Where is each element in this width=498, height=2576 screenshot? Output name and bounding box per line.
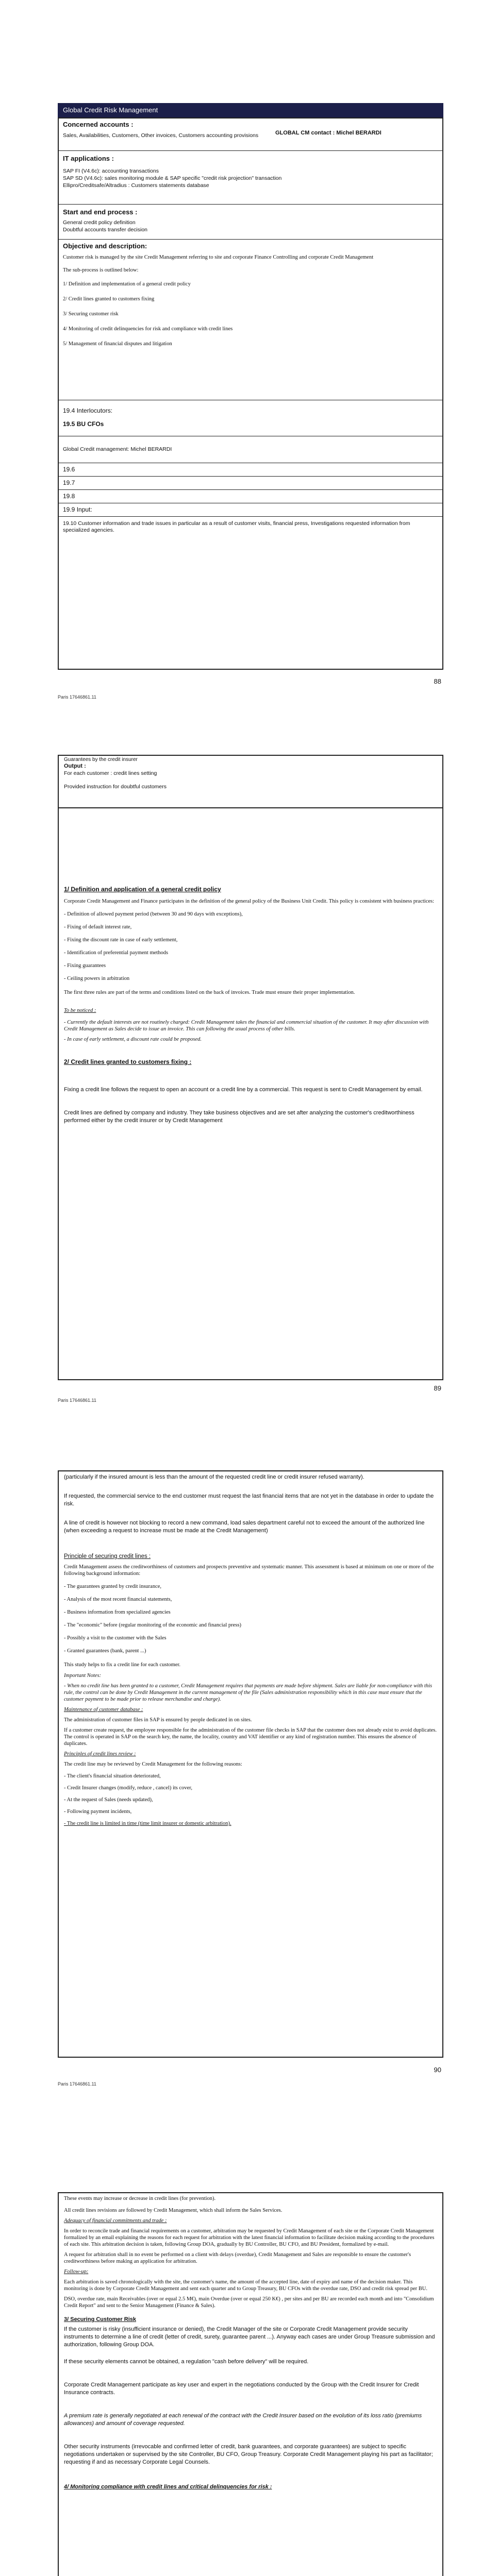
- request-text: A request for arbitration shall in no event be performed on a client with delays (overdue), Credit Management and Sales are responsible to ensure the customer's creditworthiness before making an application for arbitration.: [64, 2252, 411, 2264]
- events-line: These events may increase or decrease in credit lines (for prevention).: [64, 2196, 216, 2201]
- concerned-title: Concerned accounts :: [63, 121, 134, 128]
- global-cm-row: [59, 436, 442, 463]
- objective-title: Objective and description:: [63, 242, 147, 250]
- provided-line: Provided instruction for doubtful customers: [64, 784, 167, 790]
- noticed-item: - In case of early settlement, a discount rate could be proposed.: [64, 1037, 202, 1042]
- objective-item: 5/ Management of financial disputes and litigation: [63, 341, 172, 347]
- section-2-title: 2/ Credit lines granted to customers fixing :: [64, 1058, 192, 1065]
- securing-intro: Credit Management assess the creditworthiness of customers and prospects preventive and systematic manner. This assessment is based at minimum on one or more of the following background information:: [64, 1564, 434, 1577]
- policy-item: - Definition of allowed payment period (between 30 and 90 days with exceptions),: [64, 911, 243, 917]
- output-line: For each customer : credit lines setting: [64, 770, 157, 776]
- page-reference: Paris 17646861.11: [58, 2081, 96, 2087]
- section-1-note: The first three rules are part of the terms and conditions listed on the back of invoices. Trade must ensure their proper implementation.: [64, 990, 355, 995]
- interlocutors-row: [59, 400, 442, 436]
- objective-intro: Customer risk is managed by the site Credit Management referring to site and corporate Finance Controlling and corporate Credit Management: [63, 255, 374, 260]
- global-cm: Global Credit management: Michel BERARDI: [63, 446, 172, 452]
- noticed-item: - Currently the default interests are not routinely charged: Credit Management takes the financial and commercial situation of the customer. It may after discussion with Credit Management as Sales decide to issue an invoice. This can following the usual process of other bills.: [64, 1020, 429, 1032]
- important-text: - When no credit line has been granted to a customer, Credit Management requires that payments are made before shipment. Sales are liable for non-compliance with this rule, the control can be done by Credit Management in the current management of the file (Sales administration responsibility which in this case must ensure that the customer payment to be made prior to release merchandise and charge).: [64, 1683, 433, 1702]
- it-line: Ellipro/Creditsafe/Altradius : Customers statements database: [63, 182, 209, 189]
- it-title: IT applications :: [63, 155, 114, 162]
- corporate-text: Corporate Credit Management participate as key user and expert in the negotiations conducted by the Group with the Credit Insurer for Credit Insurance contracts.: [64, 2382, 419, 2396]
- start-line: Doubtful accounts transfer decision: [63, 227, 148, 233]
- securing-item: - The "economic" before (regular monitoring of the economic and financial press): [64, 1622, 241, 1628]
- maintenance-p2: If a customer create request, the employee responsible for the administration of the customer file checks in SAP that the customer does not already exist to avoid duplicates. The control is operated in SAP on the search key, the name, the locality, country and VAT identifier or any kind of registration number. This ensures the absence of duplicates.: [64, 1727, 437, 1747]
- adequacy-text: In order to reconcile trade and financial requirements on a customer, arbitration may be requested by Credit Management of each site or the Corporate Credit Management formalized by an email explaining the reasons for each request for arbitration with the latest financial information to facilitate decision making according to the procedures of each site. This arbitration decision is taken, following Group DOA, gradually by BU Controller, BU CFO, and BU President, formalized by e-mail.: [64, 2228, 435, 2247]
- follow-text: Each arbitration is saved chronologically with the site, the customer's name, the amount of the accepted line, date of expiry and name of the decision maker. This monitoring is done by Corporate Credit Management and sent each quarter and to Group Treasury, BU CFOs with the overdue rate, DSO and credit risk spread per BU.: [64, 2279, 427, 2292]
- study-line: This study helps to fix a credit line for each customer.: [64, 1662, 180, 1668]
- start-title: Start and end process :: [63, 208, 138, 216]
- follow-title: Follow-up:: [64, 2269, 89, 2275]
- row-19-6: [59, 463, 442, 476]
- section-2-p1: Fixing a credit line follows the request to open an account or a credit line by a commercial. This request is sent to Credit Management by email.: [64, 1087, 423, 1093]
- important-title: Important Notes:: [64, 1673, 102, 1679]
- it-applications-row: [59, 150, 442, 204]
- review-item: - Credit Insurer changes (modify, reduce , cancel) its cover,: [64, 1785, 193, 1791]
- page-91: [0, 2110, 498, 2576]
- policy-item: - Fixing of default interest rate,: [64, 924, 132, 930]
- page-header-title: Global Credit Risk Management: [58, 103, 443, 117]
- objective-item: 2/ Credit lines granted to customers fixing: [63, 296, 155, 302]
- section-19-7: 19.7: [63, 479, 75, 486]
- page-number: 88: [434, 677, 441, 685]
- it-line: SAP SD (V4.6c): sales monitoring module & SAP specific "credit risk projection" transaction: [63, 175, 282, 181]
- start-end-row: [59, 204, 442, 239]
- output-title: Output :: [64, 763, 86, 769]
- policy-item: - Fixing the discount rate in case of early settlement,: [64, 937, 178, 943]
- objective-item: 4/ Monitoring of credit delinquencies for risk and compliance with credit lines: [63, 326, 233, 332]
- content-box: [58, 2192, 443, 2576]
- top-text: (particularly if the insured amount is less than the amount of the requested credit line or credit insurer refused warranty).: [64, 1474, 364, 1480]
- page-number: 89: [434, 1384, 441, 1392]
- paragraph: If requested, the commercial service to the end customer must request the last financial items that are not yet in the database in order to update the risk.: [64, 1493, 434, 1507]
- securing-title: Principle of securing credit lines :: [64, 1553, 151, 1560]
- row-19-7: [59, 476, 442, 489]
- objective-item: 3/ Securing customer risk: [63, 311, 119, 317]
- start-line: General credit policy definition: [63, 219, 136, 226]
- revisions-line: All credit lines revisions are followed by Credit Management, which shall inform the Sales Services.: [64, 2208, 283, 2213]
- objective-sub: The sub-process is outlined below:: [63, 267, 139, 273]
- paragraph: A line of credit is however not blocking to record a new command, load sales department careful not to exceed the amount of the authorized line (when exceeding a request to increase must be made at the Credit Management): [64, 1520, 425, 1534]
- concerned-accounts-row: [59, 118, 442, 150]
- content-box: [58, 808, 443, 1380]
- policy-item: - Identification of preferential payment methods: [64, 950, 169, 956]
- objective-item: 1/ Definition and implementation of a general credit policy: [63, 281, 191, 287]
- section-19-9: 19.9 Input:: [63, 506, 92, 513]
- review-title: Principles of credit lines review :: [64, 1751, 136, 1757]
- page-reference: Paris 17646861.11: [58, 694, 96, 700]
- review-item: - At the request of Sales (needs updated),: [64, 1797, 153, 1803]
- section-1-intro: Corporate Credit Management and Finance participates in the definition of the general policy of the Business Unit Credit. This policy is consistent with business practices:: [64, 899, 435, 904]
- policy-item: - Fixing guarantees: [64, 963, 106, 969]
- other-text: Other security instruments (irrevocable and confirmed letter of credit, bank guarantees, and corporate guarantees) are subject to specific negotiations undertaken or supervised by the site Controller, BU CFO, Group Treasury. Corporate Credit Management playing his part as facilitator; requesting if and as necessary Corporate Legal Counsels.: [64, 2444, 433, 2465]
- section-19-4: 19.4 Interlocutors:: [63, 407, 113, 414]
- section-2-p2: Credit lines are defined by company and industry. They take business objectives and are set after analyzing the customer's creditworthiness performed either by the credit insurer or by Credit Management: [64, 1110, 414, 1124]
- page-89: [0, 703, 498, 1406]
- page-number: 90: [434, 2066, 441, 2074]
- review-item: - The client's financial situation deteriorated,: [64, 1773, 161, 1779]
- review-item: - The credit line is limited in time (time limit insurer or domestic arbitration).: [64, 1821, 231, 1826]
- page-reference: Paris 17646861.11: [58, 1398, 96, 1403]
- guarantees-line: Guarantees by the credit insurer: [64, 757, 138, 762]
- review-item: - Following payment incidents,: [64, 1809, 132, 1815]
- section-19-8: 19.8: [63, 493, 75, 500]
- premium-text: A premium rate is generally negotiated at each renewal of the contract with the Credit Insurer based on the evolution of its loss ratio (premiums allowances) and amount of coverage requested.: [64, 2413, 422, 2427]
- page-90: [0, 1406, 498, 2110]
- it-line: SAP FI (V4.6c): accounting transactions: [63, 168, 159, 174]
- section-3-title: 3/ Securing Customer Risk: [64, 2316, 136, 2323]
- row-19-9: [59, 503, 442, 516]
- concerned-text: Sales, Availabilities, Customers, Other invoices, Customers accounting provisions: [63, 132, 259, 139]
- section-4-title: 4/ Monitoring compliance with credit lines and critical delinquencies for risk :: [64, 2484, 272, 2490]
- objective-row: [59, 239, 442, 400]
- row-19-8: [59, 489, 442, 503]
- securing-item: - Analysis of the most recent financial statements,: [64, 1597, 172, 1602]
- noticed-title: To be noticed :: [64, 1008, 96, 1013]
- maintenance-p1: The administration of customer files in SAP is ensured by people dedicated in on sites.: [64, 1717, 252, 1723]
- securing-item: - Granted guarantees (bank, parent ...): [64, 1648, 146, 1654]
- dso-text: DSO, overdue rate, main Receivables (over or equal 2.5 M€), main Overdue (over or equal 250 K€) , per sites and per BU are recorded each month and into "Consolidium Credit Report" and sent to the Senior Management (Finance & Sales).: [64, 2296, 434, 2309]
- securing-item: - Possibly a visit to the customer with the Sales: [64, 1635, 167, 1641]
- output-box: [58, 755, 443, 808]
- securing-item: - The guarantees granted by credit insurance,: [64, 1584, 162, 1589]
- section-19-6: 19.6: [63, 466, 75, 473]
- content-box: [58, 1470, 443, 2058]
- section-19-5: 19.5 BU CFOs: [63, 420, 104, 428]
- section-3-text: If the customer is risky (insufficient insurance or denied), the Credit Manager of the site or Corporate Credit Management provide security instruments to determine a line of credit (letter of credit, surety, guarantee parent ...). Anyway each cases are under Group Treasure submission and authorization, following Group DOA.: [64, 2326, 435, 2348]
- maintenance-title: Maintenance of customer database :: [64, 1707, 143, 1713]
- policy-item: - Ceiling powers in arbitration: [64, 976, 130, 981]
- review-intro: The credit line may be reviewed by Credit Management for the following reasons:: [64, 1761, 242, 1767]
- section-19-10: 19.10 Customer information and trade issues in particular as a result of customer visits, financial press, Investigations requested information from specialized agencies.: [63, 520, 410, 533]
- securing-item: - Business information from specialized agencies: [64, 1609, 171, 1615]
- page-88: [0, 0, 498, 703]
- adequacy-title: Adequacy of financial commitments and trade :: [64, 2218, 167, 2224]
- process-card: [58, 117, 443, 670]
- row-19-10: [59, 516, 442, 669]
- section-1-title: 1/ Definition and application of a general credit policy: [64, 886, 221, 893]
- section-3-text2: If these security elements cannot be obtained, a regulation "cash before delivery" will be required.: [64, 2359, 309, 2365]
- cm-contact: GLOBAL CM contact : Michel BERARDI: [275, 130, 381, 136]
